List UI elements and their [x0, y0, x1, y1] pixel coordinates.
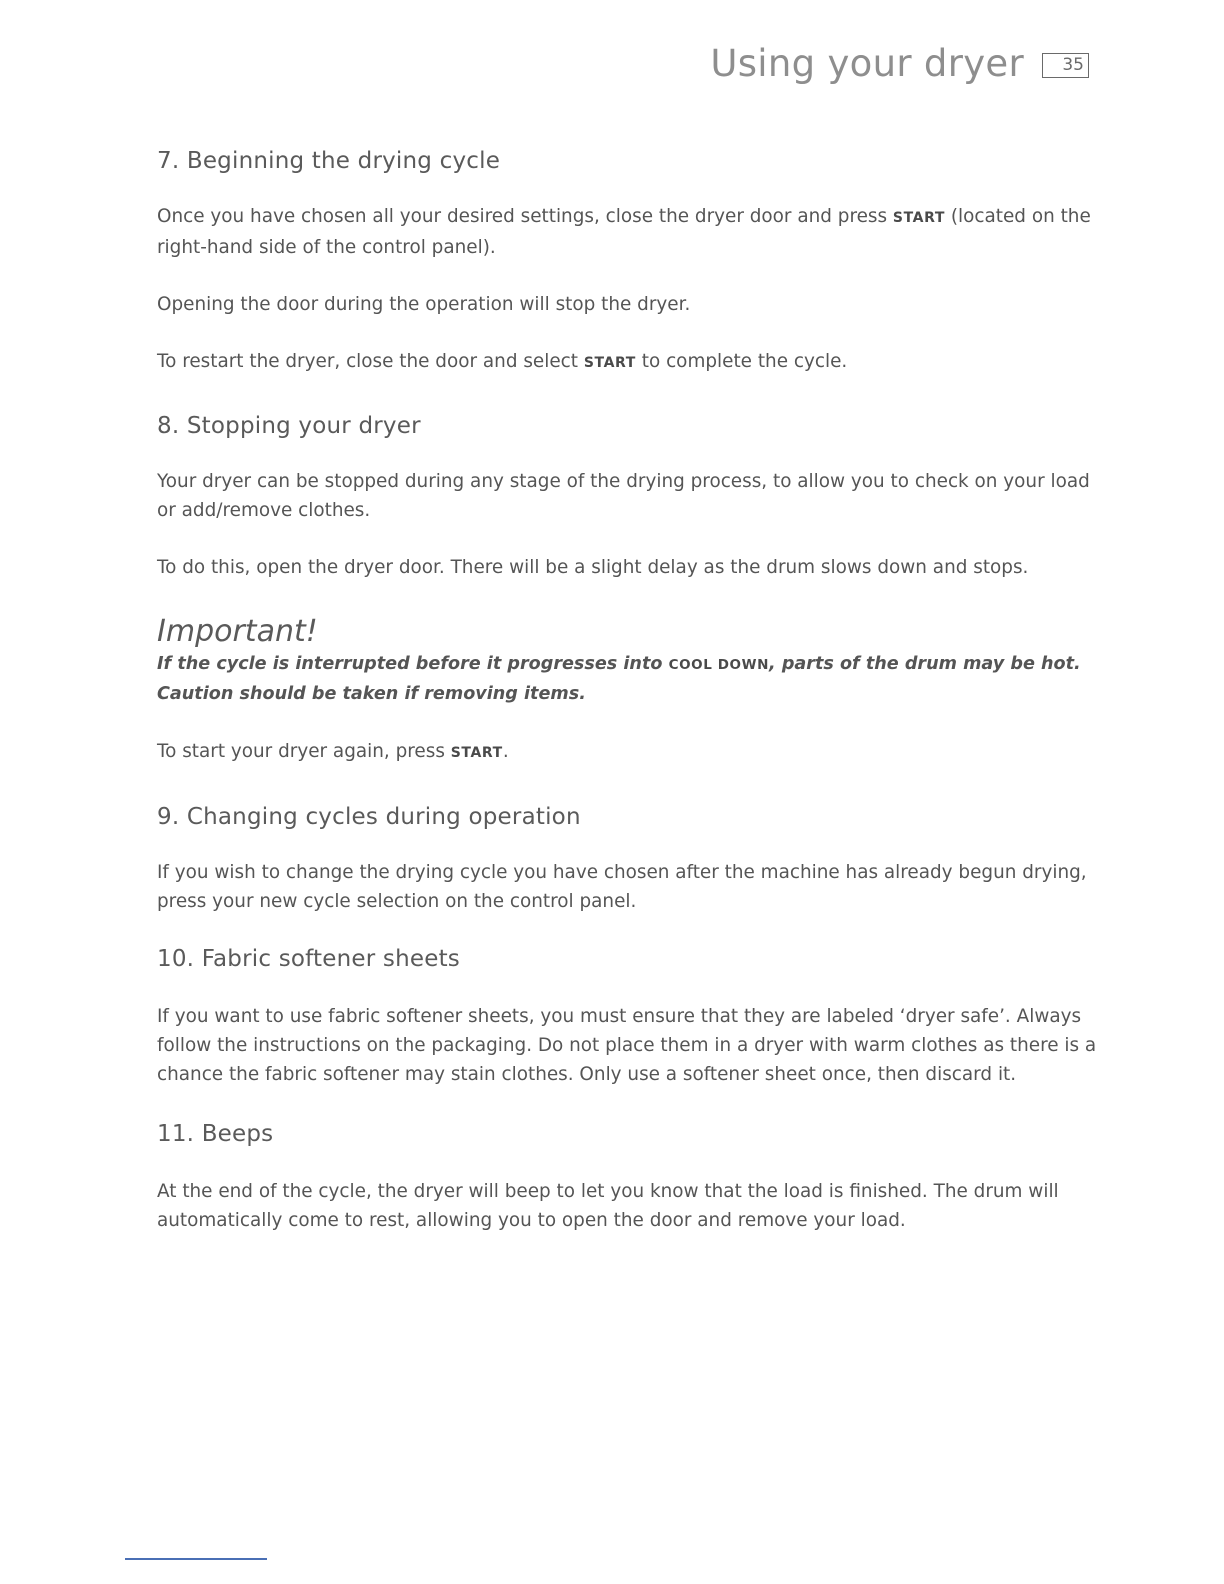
page-header: [710, 42, 1089, 85]
section-11-heading: 11. Beeps: [157, 1121, 274, 1147]
section-7-paragraph-2: Opening the door during the operation will stop the dryer.: [157, 294, 691, 315]
section-10-paragraph-1: If you want to use fabric softener sheets, you must ensure that they are labeled ‘dryer safe’. Always follow the instructions on the packaging. Do not place them in a dryer with warm clothes as there is a chance the fabric softener may stain clothes. Only use a softener sheet once, then discard it.: [157, 1006, 1097, 1085]
restart-paragraph: To start your dryer again, press START.: [157, 741, 509, 762]
section-8-heading: 8. Stopping your dryer: [157, 413, 421, 439]
section-11-paragraph-1: At the end of the cycle, the dryer will beep to let you know that the load is finished. The drum will automatically come to rest, allowing you to open the door and remove your load.: [157, 1181, 1059, 1231]
important-notice: [157, 614, 1097, 709]
section-9-paragraph-1: If you wish to change the drying cycle you have chosen after the machine has already begun drying, press your new cycle selection on the control panel.: [157, 862, 1087, 912]
important-text: If the cycle is interrupted before it progresses into COOL DOWN, parts of the drum may be hot. Caution should be taken if removing items.: [157, 654, 1081, 704]
start-key-label: START: [450, 745, 503, 761]
section-8-paragraph-1: Your dryer can be stopped during any stage of the drying process, to allow you to check on your load or add/remove clothes.: [157, 471, 1090, 521]
section-9-heading: 9. Changing cycles during operation: [157, 804, 581, 830]
start-key-label: START: [583, 355, 636, 371]
start-key-label: START: [892, 210, 946, 226]
important-title: Important!: [157, 614, 318, 649]
section-7-paragraph-3: To restart the dryer, close the door and select START to complete the cycle.: [157, 351, 848, 372]
page-content: [157, 148, 1097, 1235]
chapter-title: Using your dryer: [710, 42, 1024, 85]
section-7-heading: 7. Beginning the drying cycle: [157, 148, 501, 174]
cool-down-key-label: COOL DOWN: [668, 657, 770, 673]
footer-divider: [125, 1558, 267, 1560]
page-number: 35: [1042, 53, 1089, 78]
section-8-paragraph-2: To do this, open the dryer door. There will be a slight delay as the drum slows down and stops.: [157, 557, 1029, 578]
section-10-heading: 10. Fabric softener sheets: [157, 946, 460, 972]
section-7-paragraph-1: Once you have chosen all your desired settings, close the dryer door and press START (located on the right-hand side of the control panel).: [157, 206, 1091, 258]
